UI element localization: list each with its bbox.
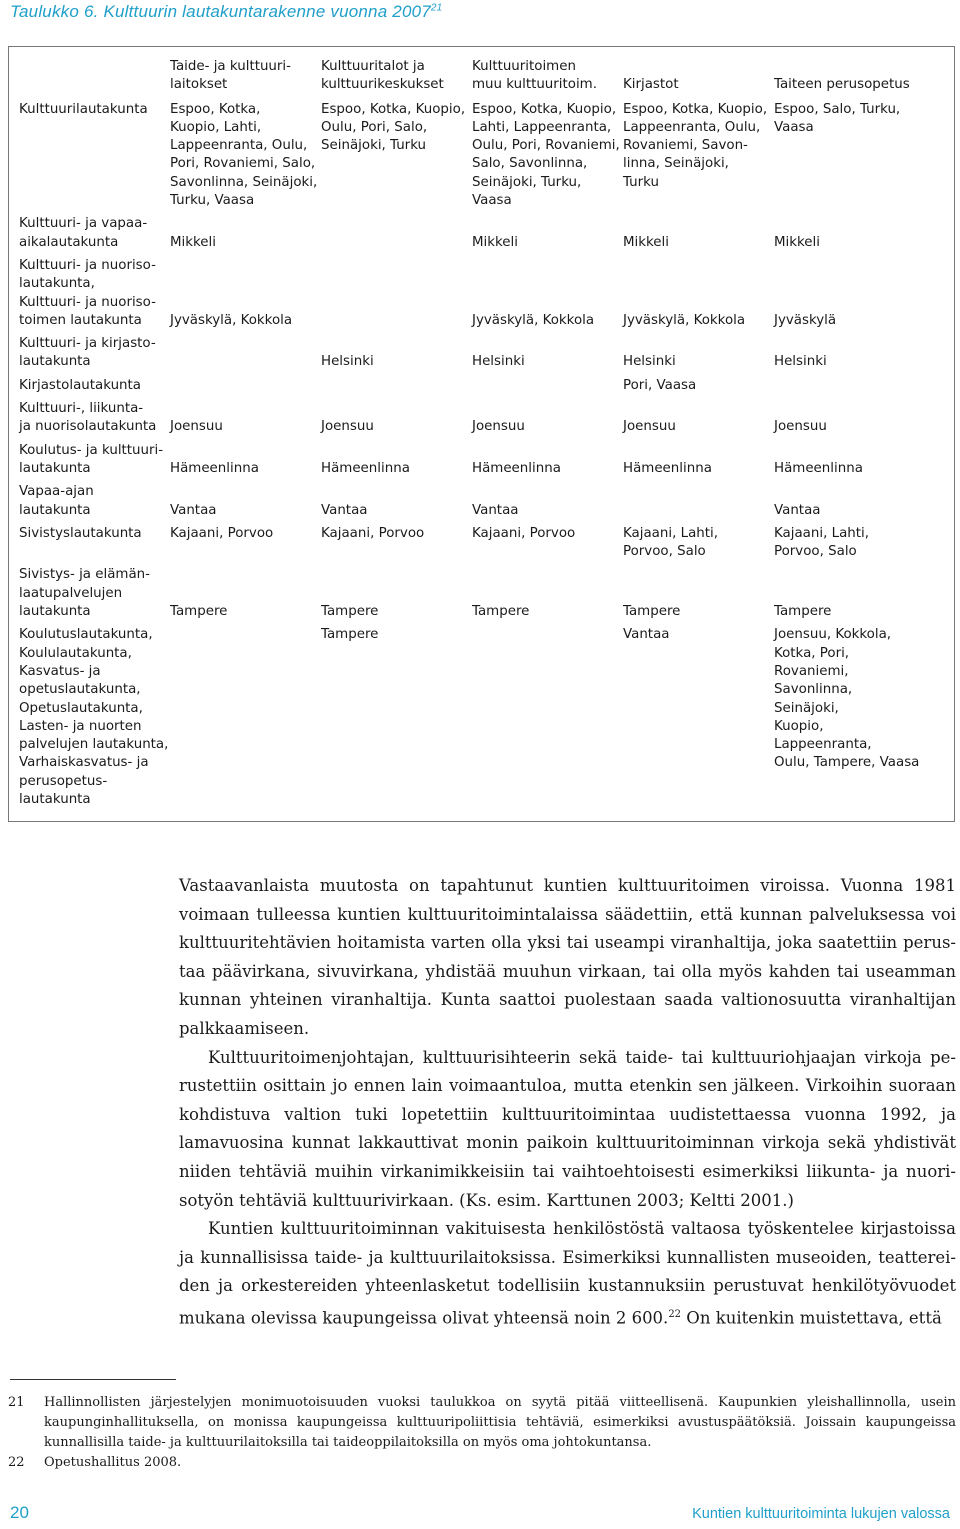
header-cell-libraries: Kirjastot (623, 77, 679, 93)
table-cell: Helsinki (472, 354, 525, 370)
footnote-number: 22 (8, 1455, 25, 1470)
table-cell (321, 257, 472, 335)
table-cell: Espoo, Kotka, Kuopio, Lahti, Lappeenranta, Oulu, Pori, Rovaniemi, Salo, Savonlinna, Seinäjoki, Turku, Vaasa (170, 101, 318, 209)
table-cell (321, 377, 472, 400)
table-cell: Tampere (472, 604, 530, 620)
table-cell: Vantaa (170, 502, 217, 518)
table-cell (170, 377, 321, 400)
committee-structure-table (19, 58, 941, 814)
table-cell: Vantaa (321, 502, 368, 518)
header-cell-committee (19, 58, 170, 101)
table-cell: Pori, Vaasa (623, 377, 697, 393)
table-cell: Jyväskylä, Kokkola (472, 312, 595, 328)
paragraph (179, 1215, 956, 1333)
table-cell (623, 483, 774, 525)
table-row (19, 566, 941, 626)
running-title: Kuntien kulttuuritoiminta lukujen valossa (692, 1506, 950, 1522)
row-label: Kulttuuri- ja nuoriso- lautakunta, Kulttuuri- ja nuoriso- toimen lautakunta (19, 257, 156, 328)
caption-text: Taulukko 6. Kulttuurin lautakuntarakenne vuonna 2007 (10, 2, 431, 21)
table-cell: Jyväskylä, Kokkola (623, 312, 746, 328)
table-cell (170, 626, 321, 814)
table-cell: Espoo, Kotka, Kuopio, Lahti, Lappeenranta, Oulu, Pori, Rovaniemi, Salo, Savonlinna, Seinäjoki, Turku, Vaasa (472, 101, 620, 209)
table-cell: Joensuu (472, 419, 525, 435)
table-cell: Kajaani, Porvoo (170, 525, 274, 541)
footnote-text: Opetushallitus 2008. (44, 1455, 182, 1470)
header-cell-arts-education: Taiteen perusopetus (774, 77, 910, 93)
table-cell (472, 626, 623, 814)
table-cell: Kajaani, Lahti, Porvoo, Salo (623, 525, 718, 560)
table-cell: Mikkeli (472, 234, 518, 250)
table-caption (10, 2, 442, 22)
paragraph: Vastaavanlaista muutosta on tapahtunut kuntien kulttuuritoimen viroissa. Vuonna 1981 voimaan tulleessa kuntien kulttuuritoimintalaissa säädettiin, että kunnan palveluksessa voi kulttuuritehtävien hoitamista varten olla yksi tai useampi viranhaltija, joka saatettiin perustaa päävirkana, sivuvirkana, yhdistää muuhun virkaan, tai olla myös kahden tai useamman kunnan yhteinen viranhaltija. Kunta saattoi puolestaan saada valtionosuutta viranhaltijan palkkaamiseen. (179, 876, 956, 1038)
table-cell: Tampere (321, 604, 379, 620)
row-label: Kulttuuri- ja vapaa- aikalautakunta (19, 216, 148, 250)
table-cell: Helsinki (623, 354, 676, 370)
footnote-number: 21 (8, 1395, 25, 1410)
table-row (19, 442, 941, 484)
table-cell: Vantaa (472, 502, 519, 518)
table-cell: Kajaani, Lahti, Porvoo, Salo (774, 525, 869, 560)
footnote-ref: 22 (668, 1308, 682, 1320)
table-cell: Tampere (774, 604, 832, 620)
table-cell: Joensuu (774, 419, 827, 435)
table-header (19, 58, 941, 101)
table-cell: Hämeenlinna (170, 460, 259, 476)
row-label: Kulttuurilautakunta (19, 101, 148, 117)
header-cell-culture-centres: Kulttuuritalot ja kulttuurikeskukset (321, 59, 444, 93)
row-label: Sivistyslautakunta (19, 525, 142, 541)
table-cell: Kajaani, Porvoo (472, 525, 576, 541)
table-row (19, 101, 941, 216)
table-row (19, 525, 941, 567)
table-cell (321, 215, 472, 257)
table-cell: Hämeenlinna (623, 460, 712, 476)
footnote (8, 1453, 956, 1473)
table-row (19, 335, 941, 377)
table-cell (774, 377, 941, 400)
row-label: Sivistys- ja elämän- laatupalvelujen lautakunta (19, 567, 150, 620)
table-cell: Espoo, Salo, Turku, Vaasa (774, 101, 901, 135)
table-cell: Jyväskylä, Kokkola (170, 312, 293, 328)
table-row (19, 483, 941, 525)
body-text (179, 872, 956, 1333)
table-row (19, 626, 941, 814)
table-cell: Vantaa (623, 627, 670, 643)
row-label: Kulttuuri- ja kirjasto- lautakunta (19, 336, 156, 370)
table-cell: Helsinki (321, 354, 374, 370)
table-cell: Hämeenlinna (774, 460, 863, 476)
header-cell-other-culture: Kulttuuritoimen muu kulttuuritoim. (472, 59, 597, 93)
table-cell: Helsinki (774, 354, 827, 370)
caption-footnote-ref: 21 (430, 2, 443, 14)
paragraph-tail: On kuitenkin muistettava, että (681, 1308, 942, 1328)
row-label: Koulutus- ja kulttuuri- lautakunta (19, 442, 164, 476)
row-label: Kirjastolautakunta (19, 377, 141, 393)
table-cell: Joensuu, Kokkola, Kotka, Pori, Rovaniemi, Savonlinna, Seinäjoki, Kuopio, Lappeenranta, Oulu, Tampere, Vaasa (774, 627, 920, 771)
table-row (19, 215, 941, 257)
table-cell: Vantaa (774, 502, 821, 518)
footnotes (8, 1393, 956, 1473)
table-cell: Joensuu (170, 419, 223, 435)
paragraph: Kulttuuritoimenjohtajan, kulttuurisihteerin sekä taide- tai kulttuuriohjaajan virkoja perustettiin osittain jo ennen lain voimaantuloa, mutta etenkin sen jälkeen. Virkoihin suoraan kohdistuva valtion tuki lopetettiin kulttuuritoimintaa uudistettaessa vuonna 1992, ja lamavuosina kunnat lakkauttivat monin paikoin kulttuuritoiminnan virkoja sekä yhdistivät niiden tehtäviä muihin virkanimikkeisiin tai vaihtoehtoisesti esimerkiksi liikunta- ja nuorisotyön tehtäviä kulttuurivirkaan. (Ks. esim. Karttunen 2003; Keltti 2001.) (179, 1047, 956, 1210)
row-label: Vapaa-ajan lautakunta (19, 484, 94, 518)
table-row (19, 377, 941, 400)
footnote-text: Hallinnollisten järjestelyjen monimuotoisuuden vuoksi taulukkoa on syytä pitää viitteellisenä. Kaupunkien yleishallinnolla, usein kaupunginhallituksella, on monissa kaupungeissa kulttuuripoliittisia tehtäviä, esimerkiksi avustuspäätöksiä. Joissain kaupungeissa kunnallisilla taide- ja kulttuurilaitoksilla tai taideoppilaitoksilla on myös oma johtokuntansa. (44, 1395, 956, 1450)
paragraph-text: Kuntien kulttuuritoiminnan vakituisesta henkilöstöstä valtaosa työskentelee kirjastoissa ja kunnallisissa taide- ja kulttuurilaitoksissa. Esimerkiksi kunnallisten museoiden, teattereiden ja orkestereiden yhteenlasketut todellisiin kustannuksiin perustuvat henkilötyövuodet mukana olevissa kaupungeissa olivat yhteensä noin 2 600. (179, 1219, 956, 1328)
table-cell: Hämeenlinna (321, 460, 410, 476)
table-cell: Espoo, Kotka, Kuopio, Oulu, Pori, Salo, Seinäjoki, Turku (321, 101, 466, 154)
table-cell: Hämeenlinna (472, 460, 561, 476)
table-cell: Tampere (623, 604, 681, 620)
table-cell: Mikkeli (774, 234, 820, 250)
table-cell: Kajaani, Porvoo (321, 525, 425, 541)
row-label: Koulutuslautakunta, Koululautakunta, Kasvatus- ja opetuslautakunta, Opetuslautakunta, Lasten- ja nuorten palvelujen lautakunta, Varhaiskasvatus- ja perusopetus- lautakunta (19, 627, 169, 807)
footnote-divider (10, 1379, 176, 1380)
table-cell: Tampere (170, 604, 228, 620)
table-cell: Mikkeli (623, 234, 669, 250)
table-cell: Tampere (321, 627, 379, 643)
table-cell (170, 335, 321, 377)
table-row (19, 257, 941, 335)
header-cell-institutions: Taide- ja kulttuuri- laitokset (170, 59, 291, 93)
table-body (19, 101, 941, 815)
table-cell: Jyväskylä (774, 312, 837, 328)
table-cell: Joensuu (623, 419, 676, 435)
page-number: 20 (10, 1503, 29, 1522)
row-label: Kulttuuri-, liikunta- ja nuorisolautakunta (19, 401, 157, 435)
table-cell: Mikkeli (170, 234, 216, 250)
table-cell: Joensuu (321, 419, 374, 435)
table-cell: Espoo, Kotka, Kuopio, Lappeenranta, Oulu, Rovaniemi, Savon- linna, Seinäjoki, Turku (623, 101, 768, 190)
table-row (19, 400, 941, 442)
table-cell (472, 377, 623, 400)
footnote (8, 1393, 956, 1453)
